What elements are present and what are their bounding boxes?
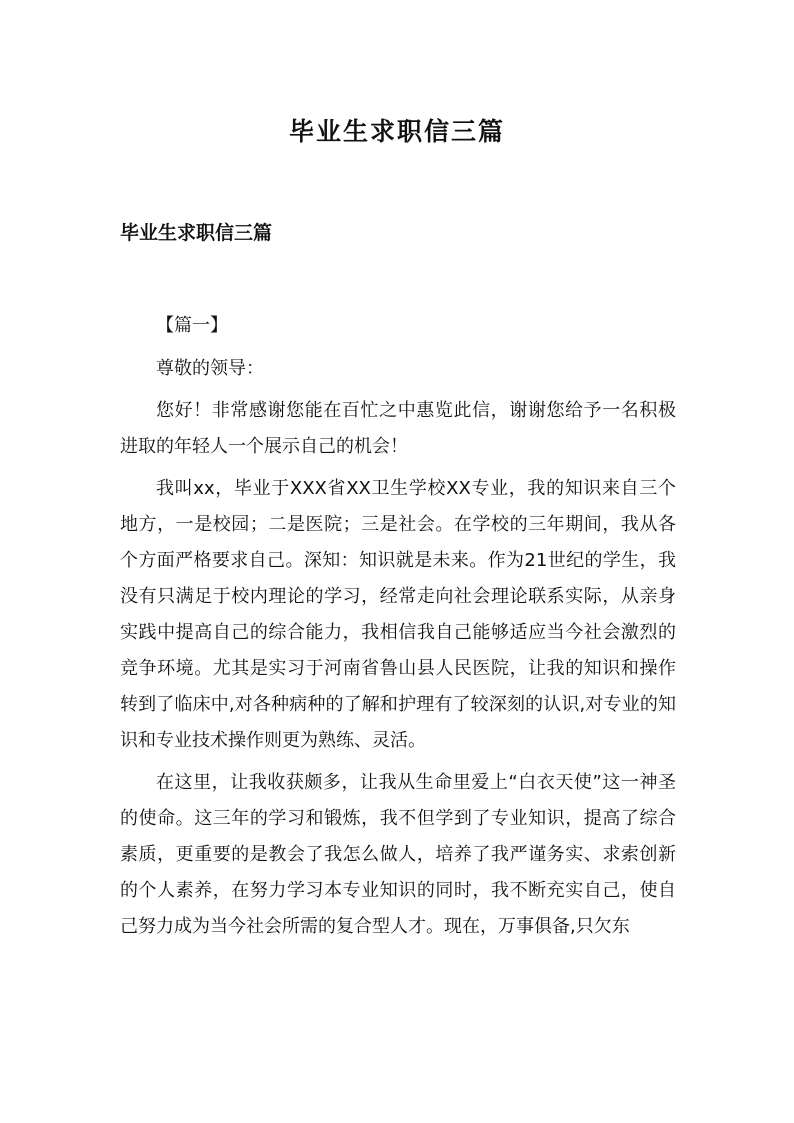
salutation: 尊敬的领导： — [156, 358, 264, 379]
paragraph-introduction: 我叫xx，毕业于XXX省XX卫生学校XX专业，我的知识来自三个地方，一是校园；二是医院；三是社会。在学校的三年期间，我从各个方面严格要求自己。深知：知识就是未来。作为21世纪的学生，我没有只满足于校内理论的学习，经常走向社会理论联系实际，从亲身实践中提高自己的综合能力，我相信我自己能够适应当今社会激烈的竞争环境。尤其是实习于河南省鲁山县人民医院，让我的知识和操作转到了临床中,对各种病种的了解和护理有了较深刻的认识,对专业的知识和专业技术操作则更为熟练、灵活。 — [120, 478, 676, 751]
paragraph-experience: 在这里，让我收获颇多，让我从生命里爱上“白衣天使”这一神圣的使命。这三年的学习和锻炼，我不但学到了专业知识，提高了综合素质，更重要的是教会了我怎么做人，培养了我严谨务实、求索创新的个人素养，在努力学习本专业知识的同时，我不断充实自己，使自己努力成为当今社会所需的复合型人才。现在，万事俱备,只欠东 — [120, 772, 676, 937]
document-subtitle: 毕业生求职信三篇 — [120, 222, 273, 244]
document-body — [120, 308, 676, 951]
paragraph-greeting: 您好！非常感谢您能在百忙之中惠览此信，谢谢您给予一名积极进取的年轻人一个展示自己的机会！ — [120, 400, 676, 457]
section-label: 【篇一】 — [156, 315, 228, 336]
document-title: 毕业生求职信三篇 — [288, 117, 505, 146]
